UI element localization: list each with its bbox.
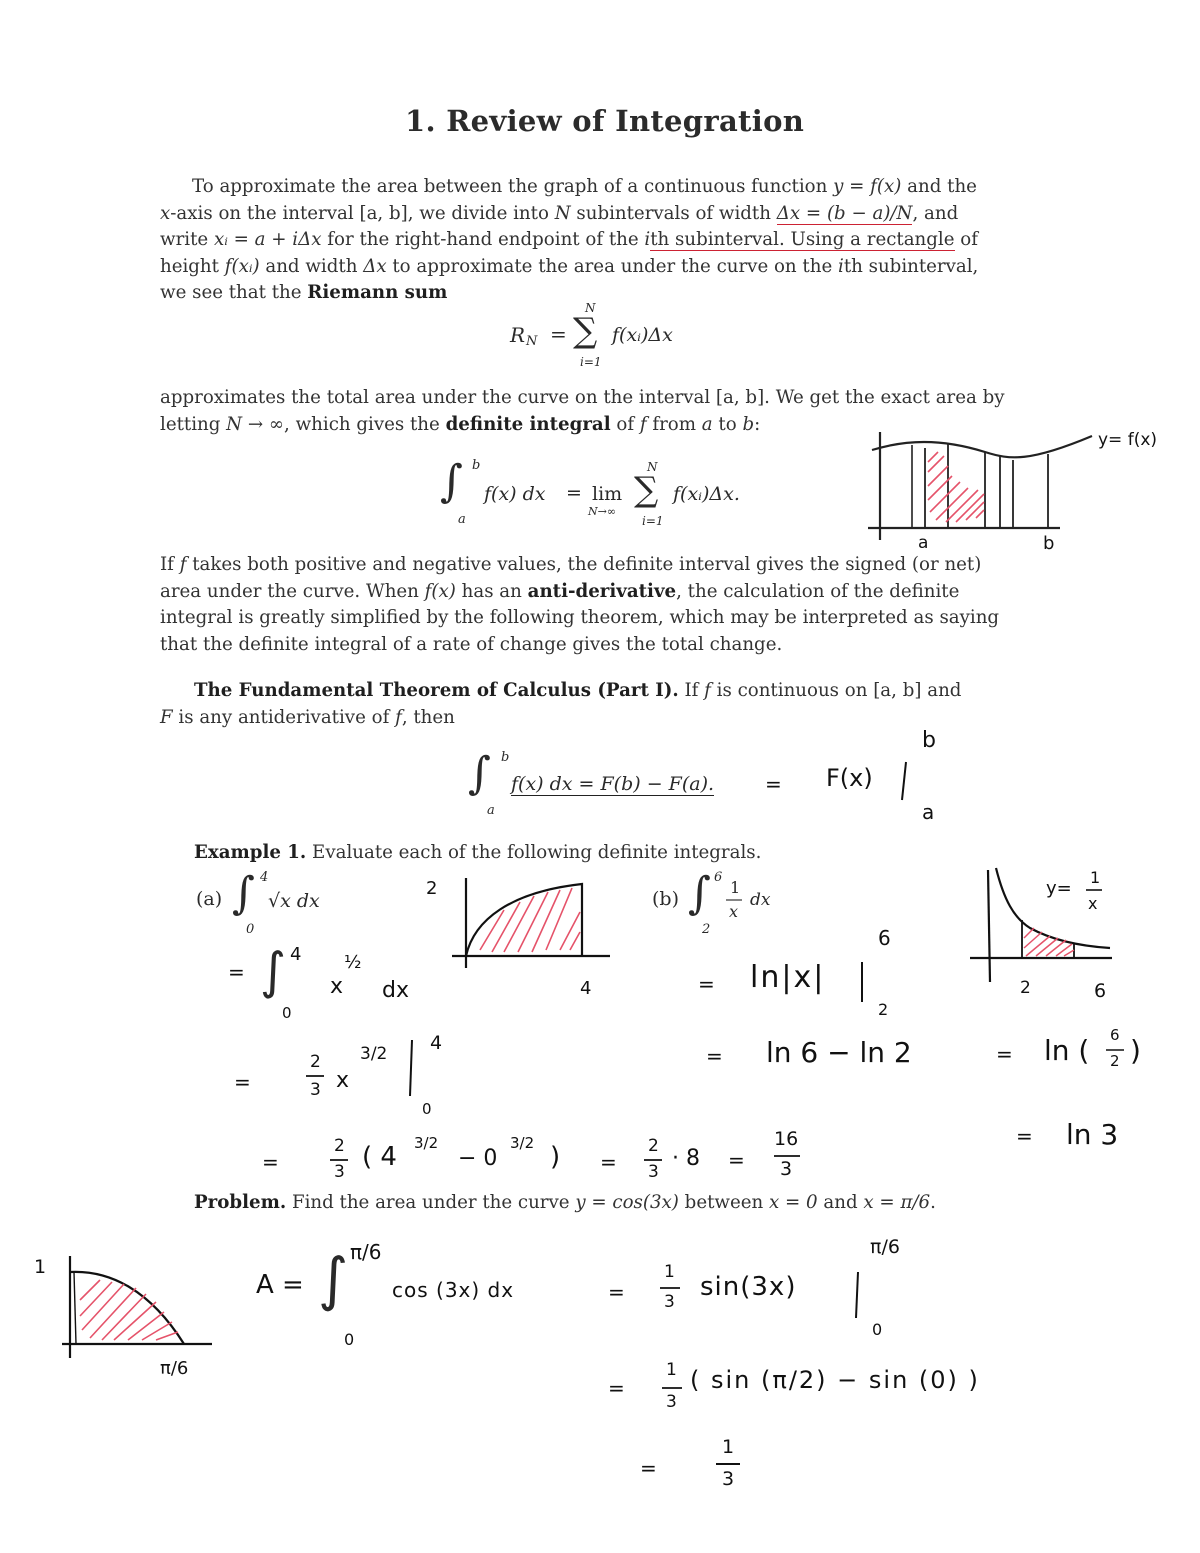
text: to [712,413,743,435]
riemann-lhs-sub: N [526,334,538,349]
b-s2-fn: 6 [1110,1026,1120,1044]
math: b [742,413,755,435]
b-s1: ln|x| [750,960,826,995]
a-s3-d2: 3 [648,1162,659,1182]
part-a-graph-y: 2 [426,878,438,899]
text: write [160,229,214,250]
text: , then [401,706,455,728]
text: area under the curve. When [160,580,425,602]
part-b-label: (b) [652,888,679,910]
defint-term: f(xᵢ)Δx. [673,483,740,505]
text: subintervals of width [570,202,777,224]
text: Find the area under the curve [286,1192,576,1213]
math: i [644,229,651,250]
sigma-icon: ∑ [634,470,659,510]
a-s1-dx: dx [382,978,409,1003]
a-s1-x: x [330,974,344,999]
text: integral is greatly simplified by the following theorem, which may be interpreted as saying [160,607,1000,628]
label-b: b [1043,533,1055,554]
text: we see that the [160,282,308,303]
a-s1-eq: = [228,960,245,984]
example-label: Example 1. [194,842,307,863]
defint-top: N [647,460,658,474]
a-s3-mult: · 8 [672,1146,700,1171]
math: f(xᵢ) [224,255,260,277]
math: x = 0 [768,1192,818,1213]
curve-label: y= f(x) [1098,430,1158,450]
b-s2-fd: 2 [1110,1052,1120,1070]
integral-sign-icon: ∫ [440,456,463,507]
sol-eq3: = [640,1456,657,1480]
defint-lim: lim [592,483,623,505]
integral-sign-icon: ∫ [468,748,491,799]
math: f [179,554,187,575]
text: letting [160,413,227,435]
text: height [160,255,225,277]
a-s3-d: 3 [334,1162,345,1182]
math: f(x) [424,580,456,602]
math: y = cos(3x) [575,1192,679,1213]
math: x [160,202,171,224]
part-a-integrand: √x dx [268,890,320,912]
math: F [160,706,173,728]
math: f [395,706,402,728]
defint-lim-sub: N→∞ [588,505,617,518]
sol-d3: 3 [722,1468,735,1490]
hand-F: F(x) [826,764,873,792]
a-s2-d: 3 [310,1080,321,1100]
text: is any antiderivative of [172,706,396,728]
part-b-upper: 6 [714,870,723,885]
math: N [554,202,571,224]
text: To approximate the area between the graph of a continuous function [192,176,834,197]
part-a-graph-x: 4 [580,978,592,999]
a-s3-eq2: = [600,1150,617,1174]
a-s1-exp: ½ [344,952,362,973]
text: and the [901,176,977,197]
a-s3-e2: 3/2 [510,1134,535,1152]
math: N → ∞ [226,413,285,435]
math: x = π/6 [863,1192,931,1213]
sol-sin: sin(3x) [700,1272,797,1302]
sol-bar-lo: 0 [872,1320,883,1339]
b-graph-label-n: 1 [1090,868,1101,887]
integral-sign-icon: ∫ [318,1245,349,1313]
a-s3-e1: 3/2 [414,1134,439,1152]
b-s2-close: ) [1130,1034,1141,1067]
text: takes both positive and negative values, the definite interval gives the signed (or net) [186,554,982,575]
text: that the definite integral of a rate of change gives the total change. [160,633,783,655]
integral-sign-icon: ∫ [260,942,287,1000]
b-graph-x2: 6 [1094,980,1107,1002]
part-b-lower: 2 [702,922,711,937]
text: to approximate the area under the curve on the [386,255,838,277]
sigma-icon: ∑ [573,311,598,351]
b-s2b: ln ( [1044,1034,1090,1067]
b-graph-x1: 2 [1020,978,1031,998]
text: , which gives the [284,413,446,435]
b-graph-label: y= [1046,878,1072,899]
sol-eq2: = [608,1376,625,1400]
sol-paren: ( sin (π/2) − sin (0) ) [690,1366,980,1394]
hand-b: b [922,728,936,753]
text: for the right-hand endpoint of the [321,229,645,250]
ftc-heading: The Fundamental Theorem of Calculus (Part I). [194,680,679,701]
text: . [930,1192,936,1213]
text: , and [912,202,959,224]
math: f [639,413,647,435]
riemann-bottom: i=1 [580,355,602,369]
text: approximates the total area under the curve on the interval [a, b]. We get the exact area by [160,387,1005,408]
cos-graph-y: 1 [34,1256,47,1278]
sol-eq1: = [608,1280,625,1304]
term-anti-derivative: anti-derivative [527,580,677,602]
integral-sign-icon: ∫ [232,868,255,919]
text: -axis on the interval [a, b], we divide into [170,202,555,224]
math: y = f(x) [833,176,902,197]
ftc-equation: f(x) dx = F(b) − F(a). [511,773,715,795]
term-definite-integral: definite integral [445,413,611,435]
a-s2-up: 4 [430,1032,443,1054]
part-b-frac-d: x [729,902,739,921]
a-s3-n2: 2 [648,1136,659,1156]
b-s2: ln 6 − ln 2 [766,1036,912,1069]
a-s2-x: x [336,1068,350,1093]
text: has an [455,580,528,602]
underlined-rectangle: th subinterval. Using a rectangle [650,229,955,250]
b-s2-eq: = [706,1044,723,1068]
sol-lo: 0 [344,1330,355,1349]
part-a-lower: 0 [246,922,255,937]
b-s1-eq: = [698,972,715,996]
term-riemann-sum: Riemann sum [307,282,448,303]
riemann-term: f(xᵢ)Δx [612,324,673,346]
part-a-label: (a) [196,888,223,910]
a-s3-rn: 16 [774,1128,799,1150]
a-s2-lo: 0 [422,1100,432,1118]
math: a [701,413,713,435]
underlined-width: Δx = (b − a)/N [776,202,913,224]
text: th subinterval, [843,255,979,277]
sol-A: A = [256,1270,304,1300]
text: If [160,554,180,575]
sol-n3: 1 [722,1436,735,1458]
riemann-top: N [585,301,596,315]
b-s2-eq2: = [996,1042,1013,1066]
riemann-lhs: R [510,323,526,347]
problem-label: Problem. [194,1192,287,1213]
b-graph-label-d: x [1088,894,1098,913]
sol-up: π/6 [350,1240,382,1264]
defint-lower: a [458,512,466,527]
defint-upper: b [472,458,481,473]
b-s1-lo: 2 [878,1000,889,1019]
text: of [610,413,640,435]
sol-n1: 1 [664,1262,675,1282]
a-s3-eq: = [262,1150,279,1174]
a-s3-n: 2 [334,1136,345,1156]
part-a-upper: 4 [260,870,269,885]
riemann-eq: = [550,322,567,346]
sol-d1: 3 [664,1292,675,1312]
a-s2-n: 2 [310,1052,321,1072]
math: Δx [363,255,387,277]
ftc-lower: a [487,803,495,818]
sol-n2: 1 [666,1360,677,1380]
page-title: 1. Review of Integration [405,104,805,138]
defint-integrand: f(x) dx [484,483,546,505]
hand-eq: = [765,772,782,796]
text: If [678,680,705,701]
label-a: a [918,533,929,553]
text: and [817,1192,864,1213]
a-s3-rd: 3 [780,1158,793,1180]
integral-sign-icon: ∫ [688,868,711,919]
b-s3-eq: = [1016,1124,1033,1148]
a-s1-up: 4 [290,944,302,965]
a-s3-close: ) [550,1142,561,1172]
a-s3-minus: − 0 [458,1146,498,1171]
b-s3: ln 3 [1066,1118,1119,1151]
sol-bar-up: π/6 [870,1236,900,1258]
a-s3-paren: ( 4 [362,1142,397,1172]
text: from [646,413,702,435]
text: is continuous on [a, b] and [710,680,962,701]
text: , the calculation of the definite [676,580,960,602]
text: : [754,413,761,435]
sol-integrand: cos (3x) dx [392,1278,515,1302]
defint-bottom: i=1 [642,514,664,528]
a-s1-lo: 0 [282,1004,292,1022]
math: f [704,680,711,701]
math: xᵢ = a + iΔx [213,229,322,250]
hand-a: a [922,800,935,824]
text: between [678,1192,769,1213]
math: i [838,255,844,277]
defint-eq: = [566,482,582,504]
cos-graph-x: π/6 [160,1358,189,1379]
a-s2-exp: 3/2 [360,1044,388,1064]
text: of [954,229,978,250]
sol-d2: 3 [666,1392,677,1412]
a-s2-eq: = [234,1070,251,1094]
part-b-frac-n: 1 [730,878,741,897]
ftc-upper: b [501,750,510,765]
text: and width [259,255,364,277]
b-s1-up: 6 [878,926,891,950]
part-b-dx: dx [750,890,771,910]
text: Evaluate each of the following definite integrals. [306,842,762,863]
a-s3-eq3: = [728,1148,745,1172]
